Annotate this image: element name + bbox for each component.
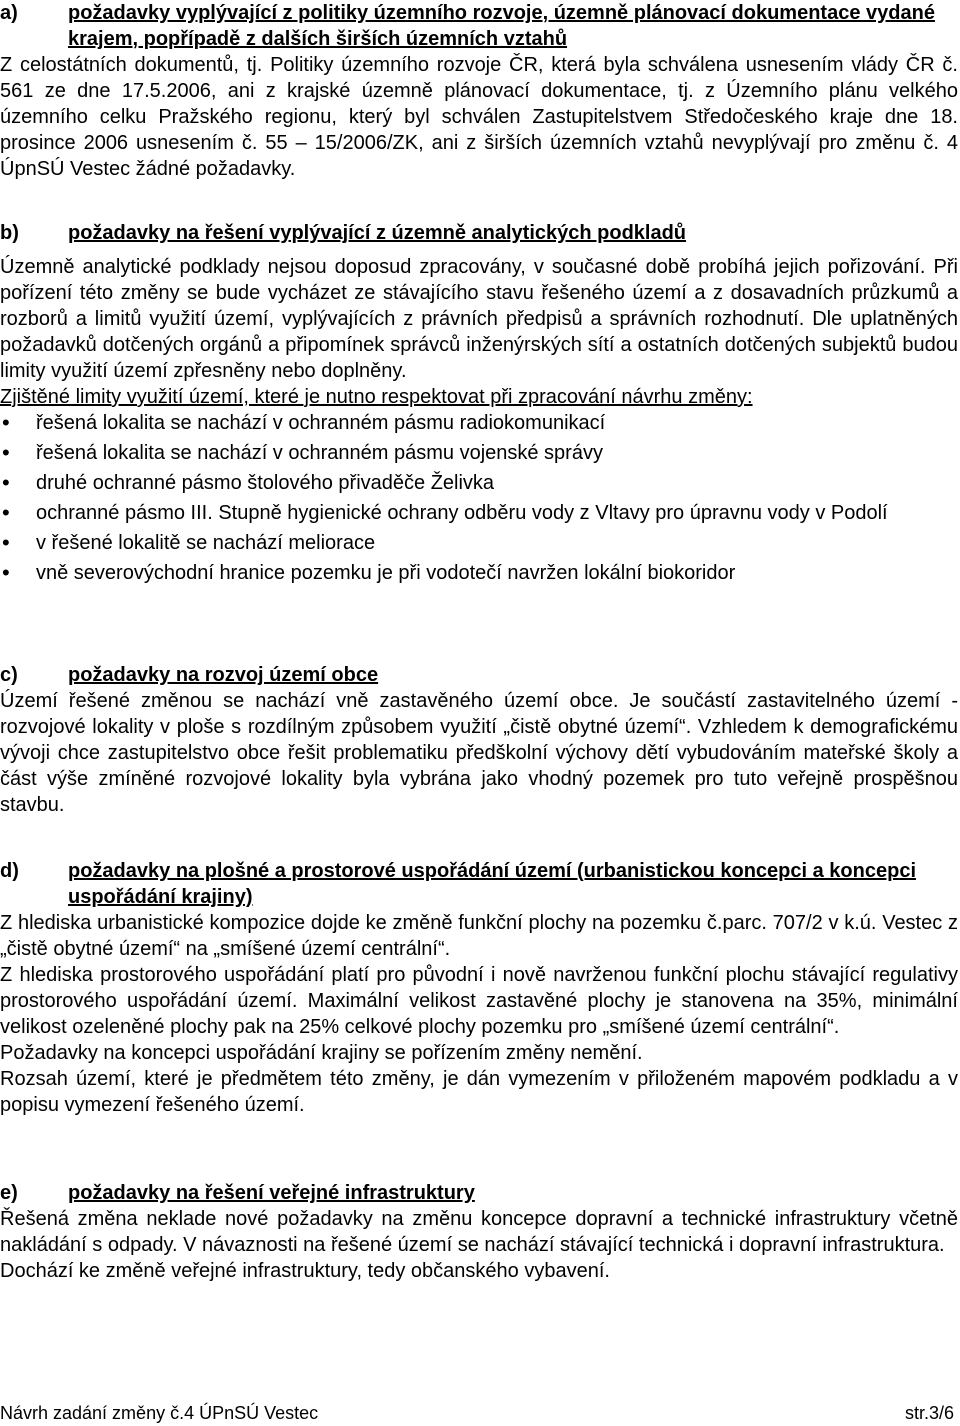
- paragraph: Rozsah území, které je předmětem této změny, je dán vymezením v přiloženém mapovém podkladu a v popisu vymezení řešeného území.: [0, 1068, 958, 1116]
- footer-document-title: Návrh zadání změny č.4 ÚPnSÚ Vestec: [0, 1403, 319, 1423]
- section-title: požadavky na rozvoj území obce: [68, 664, 379, 686]
- section-d: [0, 858, 958, 1118]
- section-e-heading: [0, 1180, 958, 1206]
- section-title: požadavky vyplývající z politiky územního rozvoje, územně plánovací dokumentace vydané krajem, popřípadě z dalších širších územních vztahů: [68, 2, 935, 50]
- page-footer: [0, 1400, 954, 1426]
- section-title: požadavky na plošné a prostorové uspořádání území (urbanistickou koncepci a koncepci uspořádání krajiny): [68, 860, 916, 908]
- section-letter: c): [0, 664, 18, 686]
- list-item: • vně severovýchodní hranice pozemku je při vodotečí navržen lokální biokoridor: [0, 560, 958, 586]
- section-d-heading: [0, 858, 958, 910]
- page-number: str.3/6: [904, 1403, 954, 1423]
- list-item: • ochranné pásmo III. Stupně hygienické ochrany odběru vody z Vltavy pro úpravnu vody v Podolí: [0, 500, 958, 526]
- paragraph: Dochází ke změně veřejné infrastruktury, tedy občanského vybavení.: [0, 1260, 610, 1282]
- list-item: • druhé ochranné pásmo štolového přivaděče Želivka: [0, 470, 958, 496]
- paragraph: Řešená změna neklade nové požadavky na změnu koncepce dopravní a technické infrastruktury včetně nakládání s odpady. V návaznosti na řešené území se nachází stávající technická i dopravní infrastruktura.: [0, 1208, 958, 1256]
- list-item: • v řešené lokalitě se nachází meliorace: [0, 530, 958, 556]
- section-e: [0, 1180, 958, 1284]
- list-item: • řešená lokalita se nachází v ochranném pásmu radiokomunikací: [0, 410, 958, 436]
- section-letter: a): [0, 2, 18, 24]
- section-letter: b): [0, 222, 19, 244]
- list-item: • řešená lokalita se nachází v ochranném pásmu vojenské správy: [0, 440, 958, 466]
- section-title: požadavky na řešení veřejné infrastruktury: [68, 1182, 475, 1204]
- section-title: požadavky na řešení vyplývající z územně analytických podkladů: [68, 222, 687, 244]
- section-letter: d): [0, 860, 19, 882]
- limits-list: [0, 410, 958, 586]
- paragraph: Z hlediska urbanistické kompozice dojde ke změně funkční plochy na pozemku č.parc. 707/2 v k.ú. Vestec z „čistě obytné území“ na „smíšené území centrální“.: [0, 912, 958, 960]
- section-b: [0, 220, 958, 590]
- section-a-heading: [0, 0, 958, 52]
- section-b-body: Územně analytické podklady nejsou doposud zpracovány, v současné době probíhá jejich pořizování. Při pořízení této změny se bude vycházet ze stávajícího stavu řešeného území a z dosavadních průzkumů a rozborů a limitů využití území, vyplývajících z právních předpisů a správních rozhodnutí. Dle uplatněných požadavků dotčených orgánů a připomínek správců inženýrských sítí a ostatních dotčených subjektů budou limity využití území zpřesněny nebo doplněny.: [0, 256, 958, 382]
- section-b-heading: [0, 220, 958, 246]
- section-c: [0, 662, 958, 818]
- section-a-body: Z celostátních dokumentů, tj. Politiky územního rozvoje ČR, která byla schválena usnesením vlády ČR č. 561 ze dne 17.5.2006, ani z krajské územně plánovací dokumentace, tj. z Územního plánu velkého územního celku Pražského regionu, který byl schválen Zastupitelstvem Středočeského kraje dne 18. prosince 2006 usnesením č. 55 – 15/2006/ZK, ani z širších územních vztahů nevyplývají pro změnu č. 4 ÚpnSÚ Vestec žádné požadavky.: [0, 54, 958, 180]
- section-a: [0, 0, 958, 182]
- section-c-heading: [0, 662, 958, 688]
- paragraph: Z hlediska prostorového uspořádání platí pro původní i nově navrženou funkční plochu stávající regulativy prostorového uspořádání území. Maximální velikost zastavěné plochy je stanovena na 35%, minimální velikost ozeleněné plochy pak na 25% celkové plochy pozemku pro „smíšené území centrální“.: [0, 964, 958, 1038]
- section-letter: e): [0, 1182, 18, 1204]
- section-c-body: Území řešené změnou se nachází vně zastavěného území obce. Je součástí zastavitelného území - rozvojové lokality v ploše s rozdílným způsobem využití „čistě obytné území“. Vzhledem k demografickému vývoji chce zastupitelstvo obce řešit problematiku předškolní výchovy dětí vybudováním mateřské školy a část výše zmíněné rozvojové lokality byla vybrána jako vhodný pozemek pro tuto veřejně prospěšnou stavbu.: [0, 690, 958, 816]
- limits-heading: Zjištěné limity využití území, které je nutno respektovat při zpracování návrhu změny:: [0, 386, 753, 408]
- paragraph: Požadavky na koncepci uspořádání krajiny se pořízením změny nemění.: [0, 1042, 643, 1064]
